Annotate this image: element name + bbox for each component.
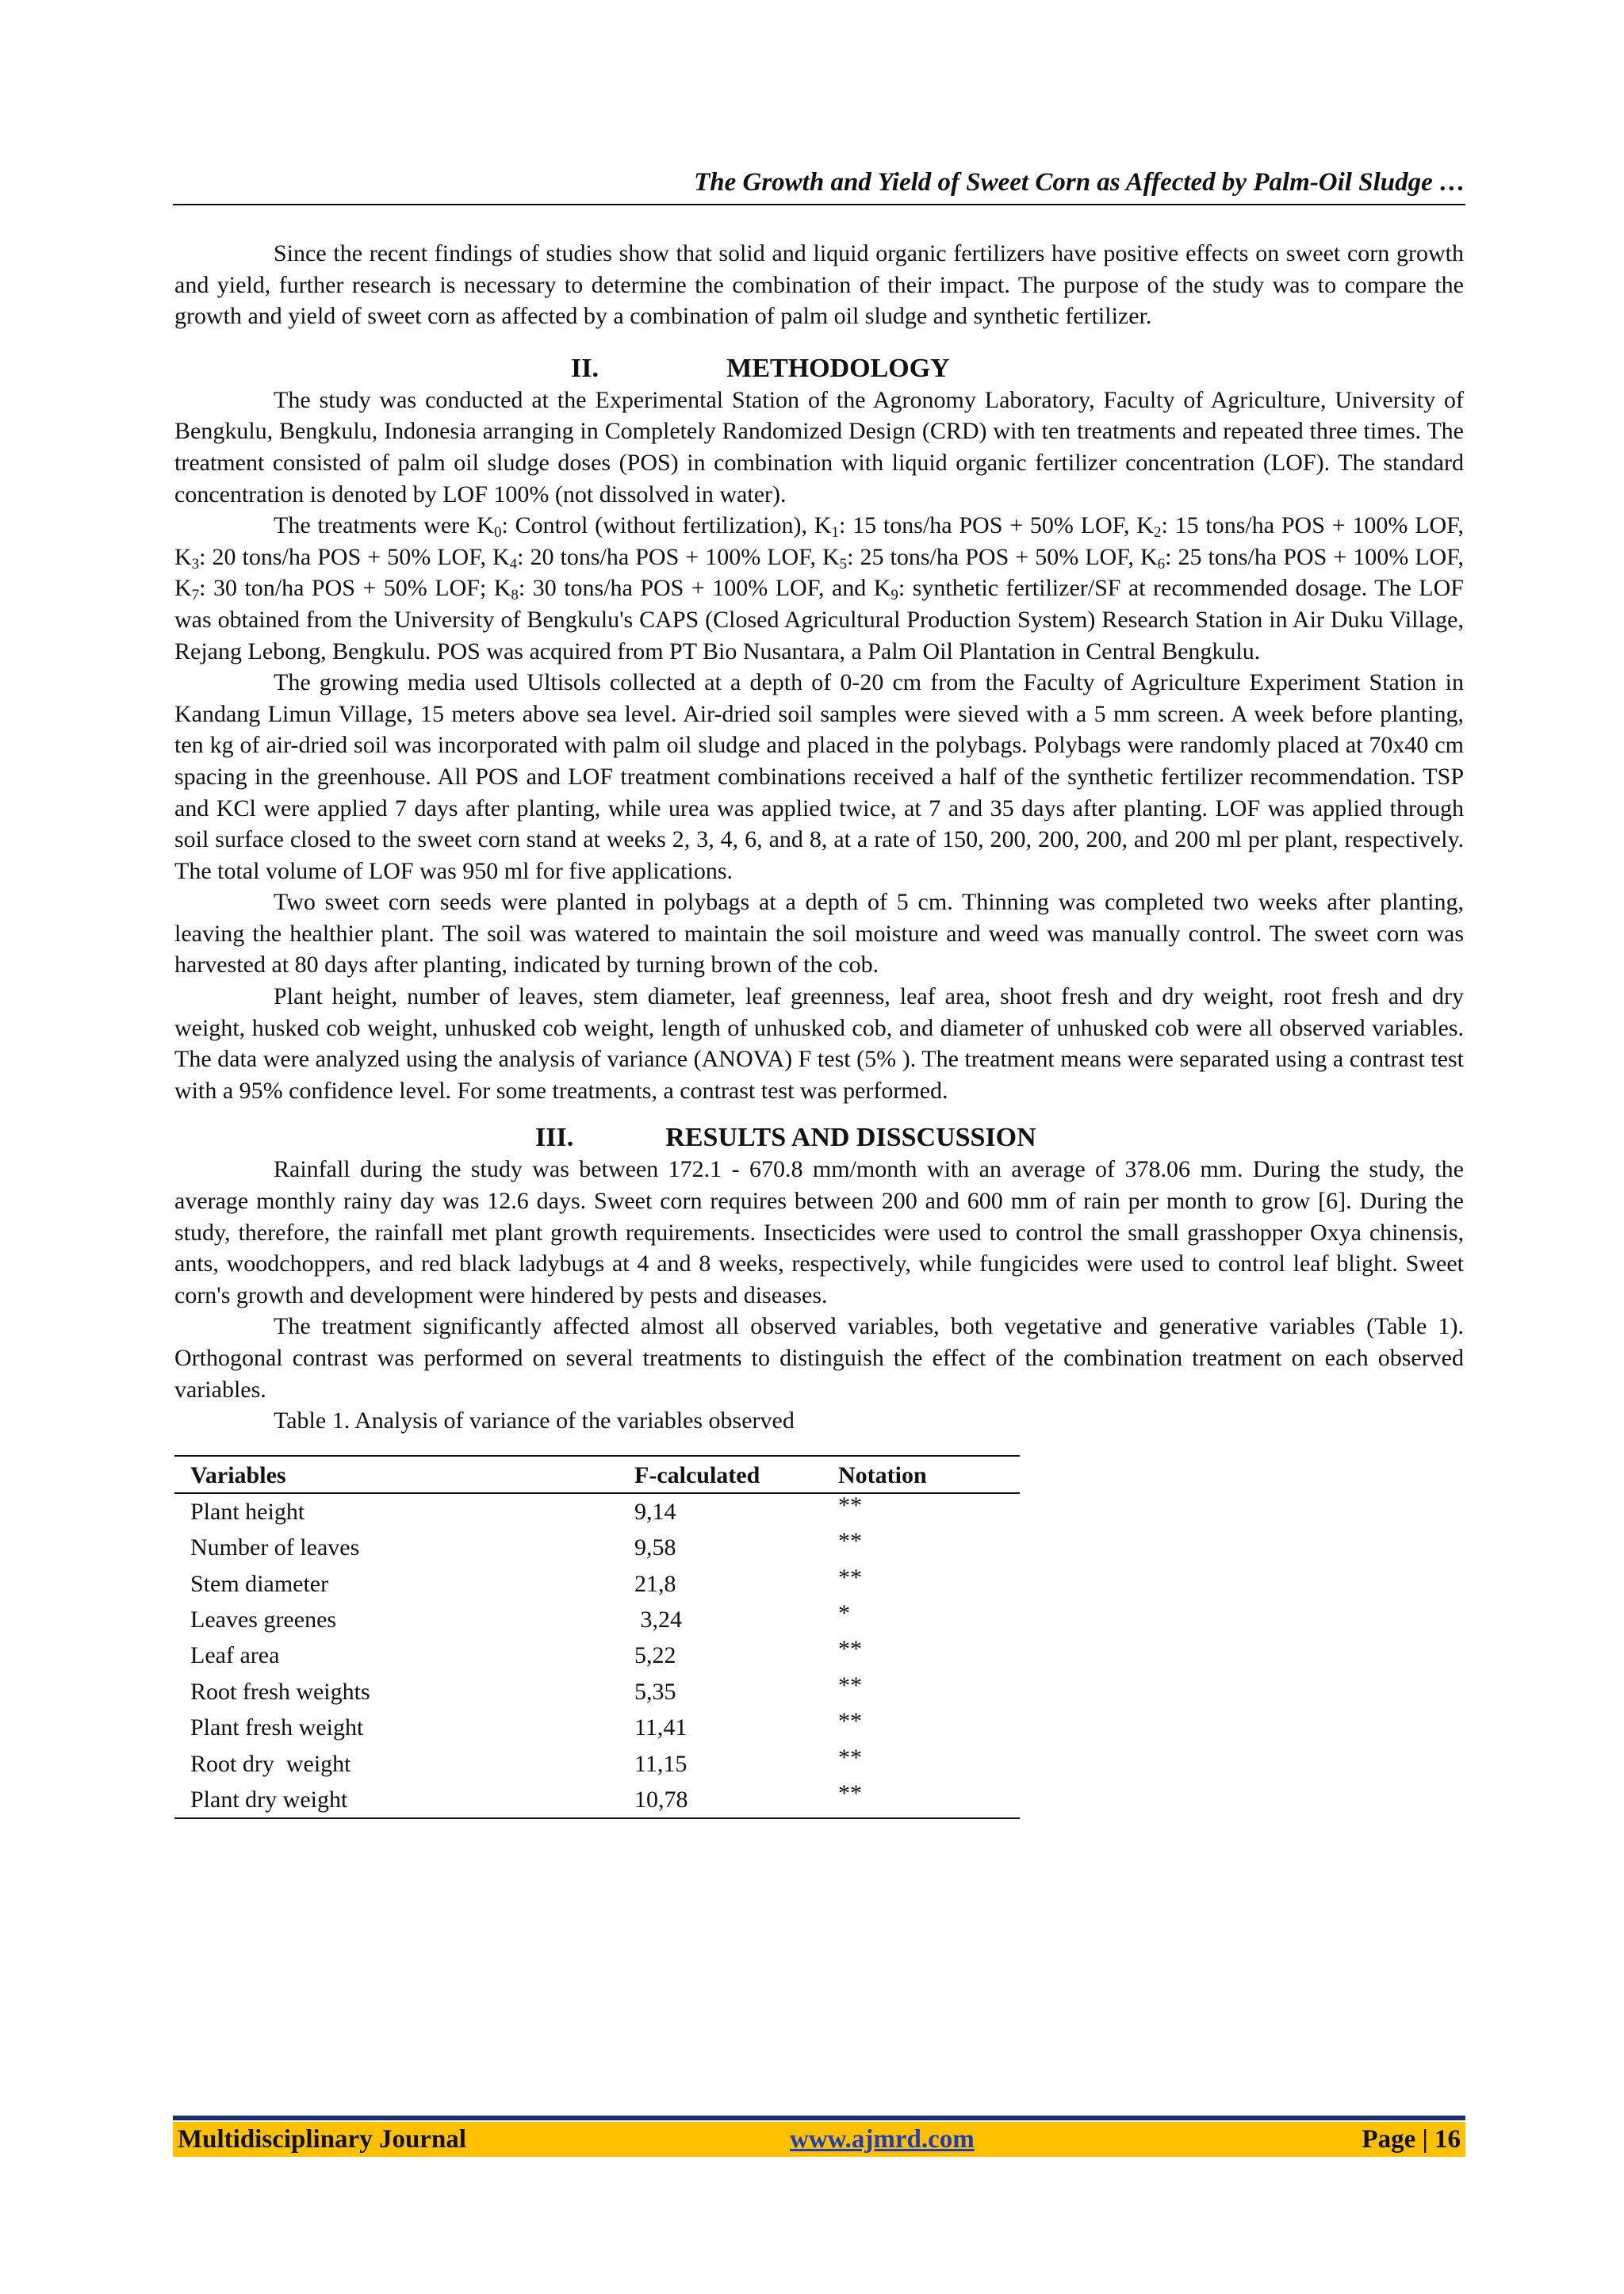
body-text xyxy=(174,238,1464,1819)
notation-cell: ** xyxy=(838,1528,862,1555)
section-heading-methodology xyxy=(174,353,1464,385)
notation-cell: * xyxy=(838,1600,850,1626)
results-paragraph-1: Rainfall during the study was between 172.1 - 670.8 mm/month with an average of 378.06 mm. During the study, the average monthly rainy day was 12.6 days. Sweet corn requires between 200 and 600 mm of rain per month to grow [6]. During the study, therefore, the rainfall met plant growth requirements. Insecticides were used to control the small grasshopper Oxya chinensis, ants, woodchoppers, and red black ladybugs at 4 and 8 weeks, respectively, while fungicides were used to control leaf blight. Sweet corn's growth and development were hindered by pests and diseases. xyxy=(174,1156,1464,1308)
journal-name: Multidisciplinary Journal xyxy=(178,2125,466,2154)
f-value-cell: 11,41 xyxy=(634,1714,688,1741)
f-value-cell: 21,8 xyxy=(634,1570,676,1597)
notation-cell: ** xyxy=(838,1492,862,1518)
methodology-paragraph-3: The growing media used Ultisols collected at a depth of 0-20 cm from the Faculty of Agriculture Experiment Station in Kandang Limun Village, 15 meters above sea level. Air-dried soil samples were sieved with a 5 mm screen. A week before planting, ten kg of air-dried soil was incorporated with palm oil sludge and placed in the polybags. Polybags were randomly placed at 70x40 cm spacing in the greenhouse. All POS and LOF treatment combinations received a half of the synthetic fertilizer recommendation. TSP and KCl were applied 7 days after planting, while urea was applied twice, at 7 and 35 days after planting. LOF was applied through soil surface closed to the sweet corn stand at weeks 2, 3, 4, 6, and 8, at a rate of 150, 200, 200, 200, and 200 ml per plant, respectively. The total volume of LOF was 950 ml for five applications. xyxy=(174,669,1464,884)
table-row xyxy=(174,1566,1020,1602)
notation-cell: ** xyxy=(838,1636,862,1663)
variable-cell: Leaf area xyxy=(190,1642,280,1669)
table-row xyxy=(174,1674,1020,1710)
column-header-f-calculated: F-calculated xyxy=(634,1456,838,1493)
table-row xyxy=(174,1530,1020,1565)
f-value-cell: 9,14 xyxy=(634,1498,676,1525)
variable-cell: Root dry weight xyxy=(190,1750,351,1777)
footer-rule xyxy=(173,2116,1465,2120)
notation-cell: ** xyxy=(838,1672,862,1698)
table-caption: Table 1. Analysis of variance of the variables observed xyxy=(274,1407,795,1434)
anova-table xyxy=(174,1455,1020,1820)
variable-cell: Plant height xyxy=(190,1498,305,1525)
f-value-cell: 9,58 xyxy=(634,1534,676,1561)
results-paragraph-2: The treatment significantly affected almost all observed variables, both vegetative and generative variables (Table 1). Orthogonal contrast was performed on several treatments to distinguish the effect of the combination treatment on each observed variables. xyxy=(174,1313,1464,1403)
footer-band xyxy=(173,2122,1465,2157)
variable-cell: Leaves greenes xyxy=(190,1607,337,1633)
table-row xyxy=(174,1637,1020,1673)
notation-cell: ** xyxy=(838,1744,862,1771)
notation-cell: ** xyxy=(838,1782,1020,1818)
variable-cell: Plant dry weight xyxy=(174,1782,634,1818)
notation-cell: ** xyxy=(838,1708,862,1735)
page-number: Page | 16 xyxy=(1362,2125,1461,2154)
f-value-cell: 5,22 xyxy=(634,1642,676,1669)
table-row xyxy=(174,1710,1020,1745)
section-title: RESULTS AND DISSCUSSION xyxy=(665,1123,1036,1153)
f-value-cell: 11,15 xyxy=(634,1750,688,1777)
methodology-paragraph-4: Two sweet corn seeds were planted in polybags at a depth of 5 cm. Thinning was completed two weeks after planting, leaving the healthier plant. The soil was watered to maintain the soil moisture and weed was manually control. The sweet corn was harvested at 80 days after planting, indicated by turning brown of the cob. xyxy=(174,889,1464,978)
column-header-notation: Notation xyxy=(838,1456,1020,1493)
methodology-paragraph-5: Plant height, number of leaves, stem diameter, leaf greenness, leaf area, shoot fresh and dry weight, root fresh and dry weight, husked cob weight, unhusked cob weight, length of unhusked cob, and diameter of unhusked cob were all observed variables. The data were analyzed using the analysis of variance (ANOVA) F test (5% ). The treatment means were separated using a contrast test with a 95% confidence level. For some treatments, a contrast test was performed. xyxy=(174,983,1464,1104)
journal-url-link[interactable]: www.ajmrd.com xyxy=(790,2125,975,2154)
f-value-cell: 3,24 xyxy=(634,1607,682,1633)
section-number: III. xyxy=(535,1123,574,1153)
table-row xyxy=(174,1782,1020,1818)
treatments-paragraph: The treatments were $K_0$: Control (without fertilization), $K_1$: 15 tons/ha POS + 50% LOF, $K_2$: 15 tons/ha POS + 100% LOF, $K_3$: 20 tons/ha POS + 50% LOF, $K_4$: 20 tons/ha POS + 100% LOF, $K_5$: 25 tons/ha POS + 50% LOF, $K_6$: 25 tons/ha POS + 100% LOF, $K_7$: 30 ton/ha POS + 50% LOF; $K_8$: 30 tons/ha POS + 100% LOF, and $K_9$: synthetic fertilizer/SF at recommended dosage. The LOF was obtained from the University of Bengkulu's CAPS (Closed Agricultural Production System) Research Station in Air Duku Village, Rejang Lebong, Bengkulu. POS was acquired from PT Bio Nusantara, a Palm Oil Plantation in Central Bengkulu. xyxy=(174,512,1465,664)
section-title: METHODOLOGY xyxy=(726,353,950,383)
running-head: The Growth and Yield of Sweet Corn as Affected by Palm-Oil Sludge … xyxy=(694,168,1465,197)
table-row xyxy=(174,1602,1020,1637)
f-value-cell: 5,35 xyxy=(634,1678,676,1705)
intro-paragraph: Since the recent findings of studies show that solid and liquid organic fertilizers have positive effects on sweet corn growth and yield, further research is necessary to determine the combination of their impact. The purpose of the study was to compare the growth and yield of sweet corn as affected by a combination of palm oil sludge and synthetic fertilizer. xyxy=(174,240,1464,330)
table-row xyxy=(174,1746,1020,1782)
f-value-cell: 10,78 xyxy=(634,1782,838,1818)
variable-cell: Number of leaves xyxy=(190,1534,360,1561)
methodology-paragraph-1: The study was conducted at the Experimental Station of the Agronomy Laboratory, Faculty of Agriculture, University of Bengkulu, Bengkulu, Indonesia arranging in Completely Randomized Design (CRD) with ten treatments and repeated three times. The treatment consisted of palm oil sludge doses (POS) in combination with liquid organic fertilizer concentration (LOF). The standard concentration is denoted by LOF 100% (not dissolved in water). xyxy=(174,386,1464,507)
column-header-variables: Variables xyxy=(174,1456,634,1493)
variable-cell: Plant fresh weight xyxy=(190,1714,364,1741)
header-rule xyxy=(173,204,1465,205)
variable-cell: Root fresh weights xyxy=(190,1678,370,1705)
table-header-row xyxy=(174,1456,1020,1493)
table-row xyxy=(174,1493,1020,1530)
section-number: II. xyxy=(571,353,599,383)
notation-cell: ** xyxy=(838,1564,862,1591)
section-heading-results xyxy=(174,1122,1464,1154)
variable-cell: Stem diameter xyxy=(190,1570,329,1597)
